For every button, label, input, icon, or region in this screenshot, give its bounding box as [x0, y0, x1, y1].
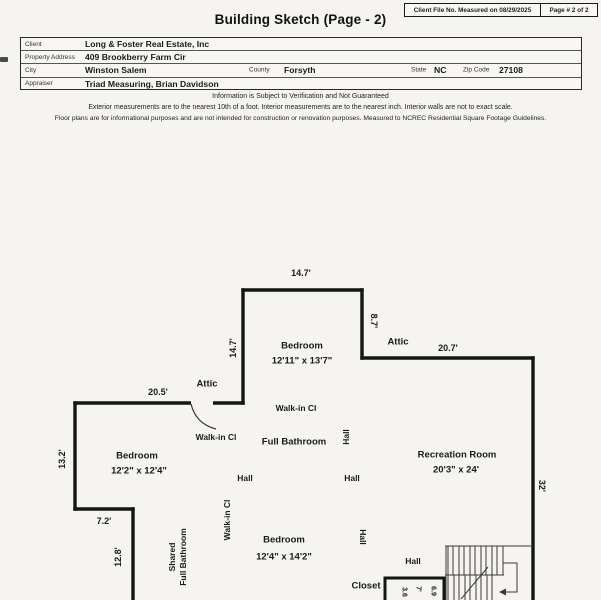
dim-closet-1: 3.6: [400, 587, 408, 597]
dim-closet-3: 6.9: [429, 586, 437, 596]
city-label: City: [25, 66, 37, 74]
label-bedroom3-name: Bedroom: [263, 534, 305, 546]
client-label: Client: [25, 40, 42, 48]
disclaimer-line-2: Exterior measurements are to the nearest 10th of a foot. Interior measurements are to the nearest inch. Interior walls are not to exact scale.: [88, 104, 513, 111]
staircase: [445, 546, 533, 600]
dim-attic-right-width: 20.7': [438, 343, 458, 353]
door-swing-arc: [191, 404, 216, 429]
label-closet: Closet: [351, 580, 381, 592]
address-label: Property Address: [25, 53, 75, 61]
client-value: Long & Foster Real Estate, Inc: [85, 39, 210, 50]
appraiser-value: Triad Measuring, Brian Davidson: [85, 78, 219, 89]
label-shared-full-bathroom: [167, 528, 189, 586]
county-label: County: [249, 66, 270, 74]
dim-bedroom1-left: 14.7': [228, 338, 238, 358]
label-hall-1: Hall: [237, 473, 253, 483]
label-attic-right: Attic: [387, 336, 409, 348]
label-bedroom3-size: 12'4" x 14'2": [256, 551, 312, 563]
label-walkin-closet-3: Walk-in Cl: [222, 499, 232, 541]
zip-label: Zip Code: [463, 66, 490, 74]
label-bedroom2-size: 12'2" x 12'4": [111, 465, 167, 477]
label-recreation-room-size: 20'3" x 24': [432, 464, 480, 476]
label-walkin-closet-1: Walk-in Cl: [275, 403, 317, 413]
dim-step-width: 7.2': [96, 516, 112, 526]
client-file-no-label: Client File No. Measured on 08/29/2025: [405, 4, 541, 16]
dim-attic-left-width: 20.5': [148, 387, 168, 397]
appraiser-label: Appraiser: [25, 80, 53, 88]
zip-value: 27108: [499, 65, 523, 76]
label-shared-line2: Full Bathroom: [178, 528, 188, 586]
dim-attic-right-height: 8.7': [369, 313, 379, 329]
disclaimer-line-3: Floor plans are for informational purposes and are not intended for construction or renovation purposes. Measured to NCREC Residential Square Footage Guidelines.: [54, 115, 547, 122]
disclaimer-line-1: Information is Subject to Verification and Not Guaranteed: [212, 93, 389, 100]
dim-left-height: 13.2': [57, 449, 67, 469]
dim-closet-2: 7': [414, 586, 422, 592]
label-hall-vertical-2: Hall: [358, 529, 368, 545]
label-hall-3: Hall: [405, 556, 421, 566]
label-attic-left: Attic: [196, 378, 218, 390]
dim-top-width: 14.7': [291, 268, 311, 278]
label-recreation-room-name: Recreation Room: [417, 449, 497, 461]
label-full-bathroom: Full Bathroom: [261, 436, 327, 448]
label-bedroom1-name: Bedroom: [281, 340, 323, 352]
state-value: NC: [434, 65, 447, 76]
stair-direction-arrow: [499, 589, 506, 596]
address-value: 409 Brookberry Farm Cir: [85, 52, 186, 63]
county-value: Forsyth: [284, 65, 316, 76]
dim-lower-left-height: 12.8': [113, 547, 123, 567]
label-shared-line1: Shared: [167, 542, 177, 572]
page-number-label: Page # 2 of 2: [549, 6, 589, 14]
label-bedroom1-size: 12'11" x 13'7": [271, 355, 333, 367]
dim-right-height: 32': [537, 479, 547, 493]
label-hall-2: Hall: [344, 473, 360, 483]
label-hall-vertical-1: Hall: [341, 429, 351, 445]
page-title: Building Sketch (Page - 2): [214, 12, 387, 27]
label-walkin-closet-2: Walk-in Cl: [195, 432, 237, 442]
label-bedroom2-name: Bedroom: [116, 450, 158, 462]
city-value: Winston Salem: [85, 65, 147, 76]
state-label: State: [411, 66, 427, 74]
